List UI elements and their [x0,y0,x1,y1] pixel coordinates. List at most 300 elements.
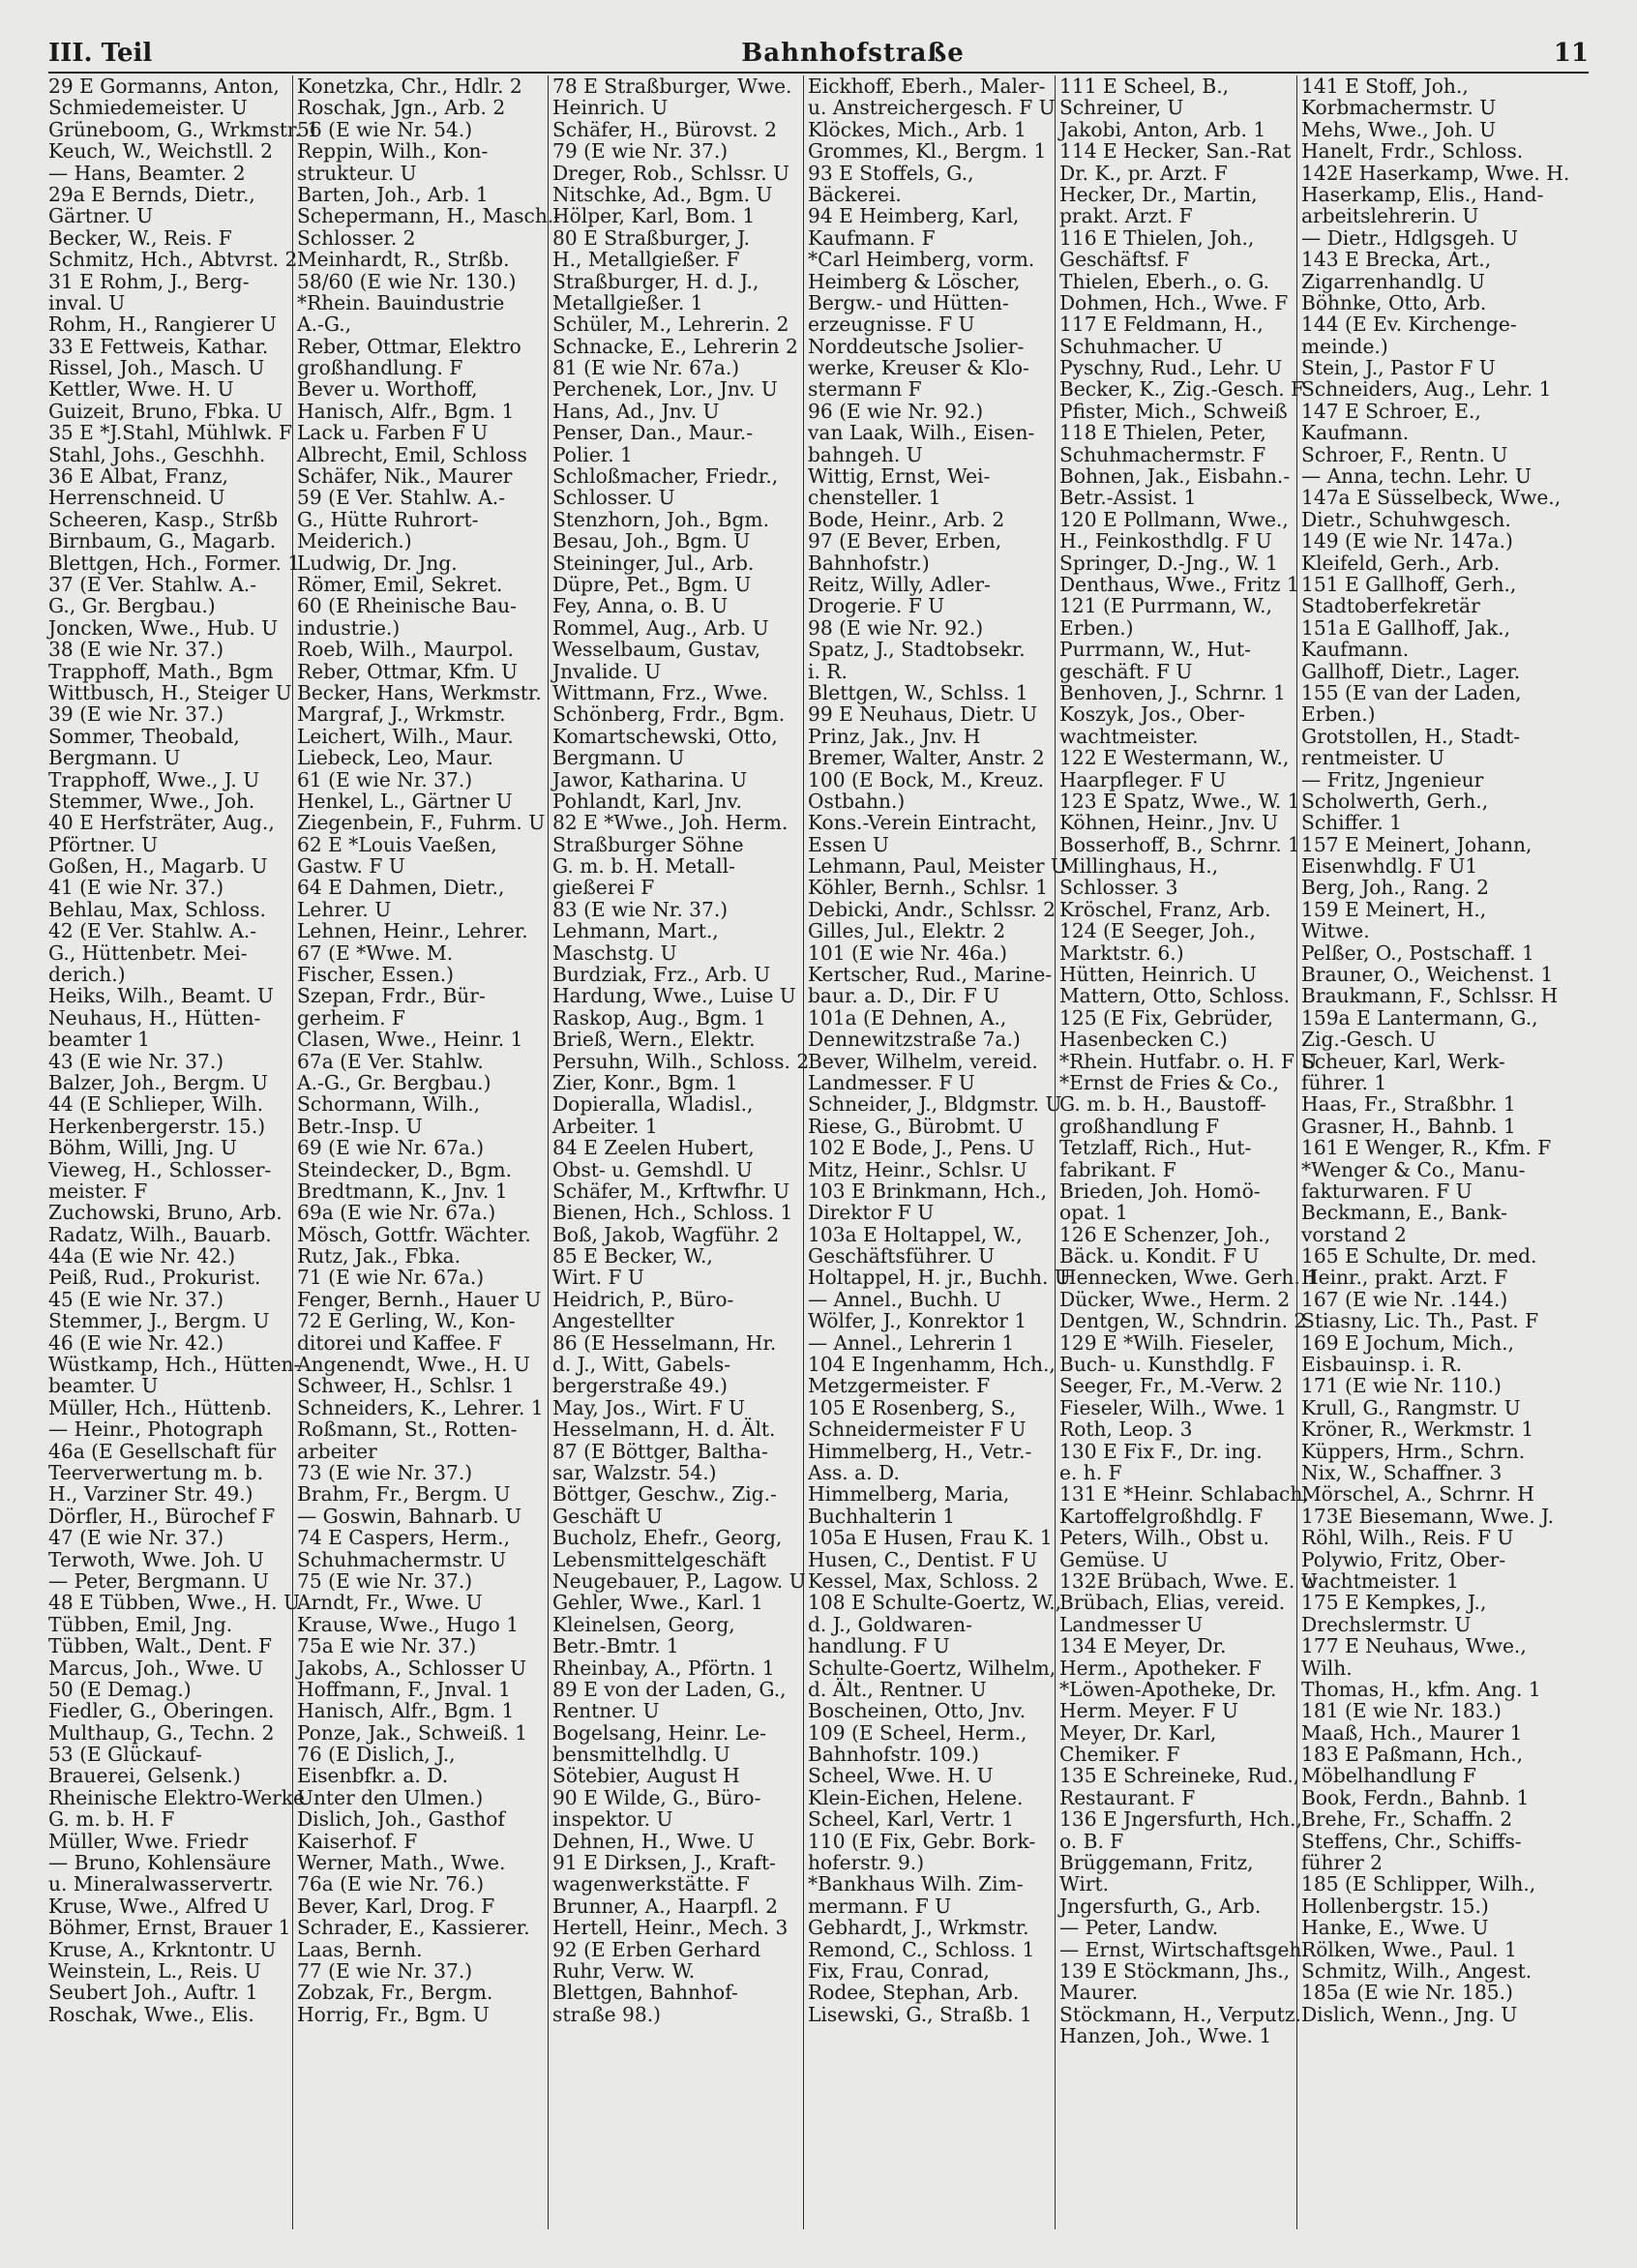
entry-line: 92 (E Erben Gerhard [552,1937,761,1961]
entry-line: G. m. b. H. Metall- [552,854,735,879]
entry-line: Zier, Konr., Bgm. 1 [552,1070,738,1094]
entry-line: geschäft. F U [1059,659,1193,683]
entry-line: Schneider, J., Bldgmstr. U [808,1092,1062,1117]
entry-line: 90 E Wilde, G., Büro- [552,1785,761,1809]
entry-line: Mattern, Otto, Schloss. [1059,984,1291,1008]
entry-line: 44 (E Schlieper, Wilh. [48,1092,263,1117]
entry-line: großhandlung. F [297,356,463,380]
entry-line: Restaurant. F [1059,1785,1196,1809]
entry-line: Grüneboom, G., Wrkmstr. 1 [48,117,320,141]
entry-line: Hütten, Heinrich. U [1059,963,1257,987]
entry-line: Bucholz, Ehefr., Georg, [552,1526,783,1550]
entry-line: Bienen, Hch., Schloss. 1 [552,1201,793,1225]
entry-line: Stiasny, Lic. Th., Past. F [1301,1309,1539,1333]
entry-line: Schäfer, Nik., Maurer [297,464,513,489]
entry-line: — Bruno, Kohlensäure [48,1851,272,1875]
entry-line: 159a E Lantermann, G., [1301,1005,1538,1030]
entry-line: Schäfer, H., Bürovst. 2 [552,117,777,141]
entry-line: Hennecken, Wwe. Gerh. 1 [1059,1266,1320,1290]
entry-line: Wilh. [1301,1656,1353,1680]
entry-line: Beckmann, E., Bank- [1301,1201,1507,1225]
entry-line: Schneiders, K., Lehrer. 1 [297,1395,544,1419]
entry-line: Gemüse. U [1059,1547,1169,1571]
entry-line: 62 E *Louis Vaeßen, [297,832,497,856]
entry-line: 87 (E Böttger, Baltha- [552,1439,768,1463]
entry-line: Scheeren, Kasp., Strßb [48,507,279,531]
entry-line: Tetzlaff, Rich., Hut- [1059,1136,1252,1160]
entry-line: rentmeister. U [1301,746,1444,770]
entry-line: Ludwig, Dr. Jng. [297,551,458,575]
entry-line: Metallgießer. 1 [552,290,703,314]
entry-line: Marktstr. 6.) [1059,940,1184,965]
entry-line: Wirt. F U [552,1266,644,1290]
entry-line: fakturwaren. F U [1301,1179,1473,1203]
entry-line: bahngeh. U [808,442,923,466]
entry-line: Peiß, Rud., Prokurist. [48,1266,261,1290]
entry-line: Zobzak, Fr., Bergm. [297,1981,493,2005]
entry-line: Betr.-Insp. U [297,1114,423,1138]
entry-line: Terwoth, Wwe. Joh. U [48,1547,264,1571]
entry-line: Unter den Ulmen.) [297,1785,484,1809]
entry-line: Maaß, Hch., Maurer 1 [1301,1720,1523,1745]
entry-line: Stöckmann, H., Verputz. [1059,2002,1301,2026]
entry-line: Jngersfurth, G., Arb. [1059,1894,1262,1918]
entry-line: Roschak, Jgn., Arb. 2 [297,96,506,120]
entry-line: Millinghaus, H., [1059,854,1219,879]
entry-line: Fieseler, Wilh., Wwe. 1 [1059,1395,1287,1419]
entry-line: 109 (E Scheel, Herm., [808,1720,1027,1745]
entry-line: Schuhmachermstr. F [1059,442,1266,466]
entry-line: — Anna, techn. Lehr. U [1301,464,1532,489]
entry-line: Rentner. U [552,1699,660,1723]
entry-line: Obst- u. Gemshdl. U [552,1157,753,1181]
entry-line: Riese, G., Bürobmt. U [808,1114,1025,1138]
entry-line: Dietr., Schuhwgesch. [1301,507,1511,531]
entry-line: hoferstr. 9.) [808,1851,925,1875]
entry-line: 177 E Neuhaus, Wwe., [1301,1634,1527,1658]
entry-line: Ass. a. D. [808,1461,900,1484]
entry-line: Wölfer, J., Konrektor 1 [808,1309,1027,1333]
entry-line: 110 (E Fix, Gebr. Bork- [808,1829,1036,1853]
entry-line: Birnbaum, G., Magarb. [48,529,277,553]
entry-line: Prinz, Jak., Jnv. H [808,724,981,748]
entry-line: 69 (E wie Nr. 67a.) [297,1136,485,1160]
entry-line: 143 E Brecka, Art., [1301,248,1492,272]
entry-line: 83 (E wie Nr. 37.) [552,897,729,921]
entry-line: Böhnke, Otto, Arb. [1301,290,1487,314]
entry-line: Köhler, Bernh., Schlsr. 1 [808,876,1049,900]
entry-line: Schäfer, M., Krftwfhr. U [552,1179,790,1203]
entry-line: Stadtoberfekretär [1301,594,1480,618]
entry-line: Hollenbergstr. 15.) [1301,1894,1489,1918]
entry-line: Heinrich. U [552,96,669,120]
entry-line: 149 (E wie Nr. 147a.) [1301,529,1513,553]
entry-line: Rutz, Jak., Fbka. [297,1244,461,1268]
entry-line: Schmiedemeister. U [48,96,248,120]
entry-line: derich.) [48,963,126,987]
entry-line: 69a (E wie Nr. 67a.) [297,1201,496,1225]
entry-line: 130 E Fix F., Dr. ing. [1059,1439,1263,1463]
entry-line: G. m. b. H. F [48,1807,175,1832]
entry-line: Gebhardt, J., Wrkmstr. [808,1916,1029,1940]
entry-line: Polier. 1 [552,442,633,466]
entry-line: Bohnen, Jak., Eisbahn.- [1059,464,1291,489]
entry-line: Behlau, Max, Schloss. [48,897,266,921]
entry-line: Brieden, Joh. Homö- [1059,1179,1261,1203]
entry-line: Lack u. Farben F U [297,421,489,445]
entry-line: Eisenbfkr. a. D. [297,1764,449,1788]
entry-line: G., Hütte Ruhrort- [297,507,479,531]
entry-line: Schnacke, E., Lehrerin 2 [552,334,798,358]
entry-line: Stemmer, Wwe., Joh. [48,789,255,813]
entry-line: chensteller. 1 [808,486,941,510]
entry-line: Weinstein, L., Reis. U [48,1958,261,1983]
entry-line: Benhoven, J., Schrnr. 1 [1059,680,1286,704]
page-header [48,39,1589,68]
entry-line: Kruse, A., Krkntontr. U [48,1937,277,1961]
entry-line: Schroer, F., Rentn. U [1301,442,1508,466]
entry-line: — Heinr., Photograph [48,1418,263,1442]
entry-line: 101 (E wie Nr. 46a.) [808,940,1008,965]
entry-line: Arbeiter. 1 [552,1114,658,1138]
entry-line: o. B. F [1059,1829,1124,1853]
entry-line: d. Ält., Rentner. U [808,1677,987,1701]
entry-line: Zuchowski, Bruno, Arb. [48,1201,283,1225]
entry-line: e. h. F [1059,1461,1122,1484]
entry-line: 79 (E wie Nr. 37.) [552,139,729,164]
entry-line: Blettgen, Bahnhof- [552,1981,738,2005]
entry-line: Barten, Joh., Arb. 1 [297,182,489,206]
entry-line: Hertell, Heinr., Mech. 3 [552,1916,789,1940]
entry-line: Geschäftsf. F [1059,248,1190,272]
entry-line: Müller, Hch., Hüttenb. [48,1395,273,1419]
entry-line: Hanisch, Alfr., Bgm. 1 [297,399,515,423]
entry-line: Brehe, Fr., Schaffn. 2 [1301,1807,1513,1832]
entry-line: 48 E Tübben, Wwe., H. U [48,1591,301,1615]
entry-line: Schrader, E., Kassierer. [297,1916,530,1940]
entry-line: 44a (E wie Nr. 42.) [48,1244,236,1268]
entry-line: Dr. K., pr. Arzt. F [1059,161,1228,185]
entry-line: Zigarrenhandlg. U [1301,269,1485,293]
entry-line: Schneiders, Aug., Lehr. 1 [1301,377,1552,402]
entry-line: 125 (E Fix, Gebrüder, [1059,1005,1274,1030]
entry-line: Himmelberg, H., Vetr.- [808,1439,1032,1463]
entry-line: Burdziak, Frz., Arb. U [552,963,771,987]
entry-line: 36 E Albat, Franz, [48,464,228,489]
entry-line: Gärtner. U [48,204,154,228]
entry-line: 122 E Westermann, W., [1059,746,1290,770]
entry-line: 167 (E wie Nr. .144.) [1301,1287,1508,1311]
entry-line: Pfister, Mich., Schweiß [1059,399,1288,423]
entry-line: H., Metallgießer. F [552,248,740,272]
entry-line: Haarpfleger. F U [1059,767,1227,791]
entry-line: — Peter, Landw. [1059,1916,1219,1940]
entry-line: 117 E Feldmann, H., [1059,313,1264,337]
entry-line: Schweer, H., Schlsr. 1 [297,1374,515,1398]
entry-line: 72 E Gerling, W., Kon- [297,1309,516,1333]
entry-line: Neugebauer, P., Lagow. U [552,1568,806,1593]
entry-line: Straßburger, H. d. J., [552,269,759,293]
entry-line: Albrecht, Emil, Schloss [297,442,527,466]
entry-line: 77 (E wie Nr. 37.) [297,1958,473,1983]
entry-line: 84 E Zeelen Hubert, [552,1136,755,1160]
entry-line: Goßen, H., Magarb. U [48,854,268,879]
entry-line: 144 (E Ev. Kirchenge- [1301,313,1517,337]
entry-line: Buchhalterin 1 [808,1504,956,1528]
entry-line: Metzgermeister. F [808,1374,991,1398]
entry-line: 61 (E wie Nr. 37.) [297,767,473,791]
street-title: Bahnhofstraße [741,39,965,68]
entry-line: wachtmeister. 1 [1301,1568,1459,1593]
entry-line: Heiks, Wilh., Beamt. U [48,984,274,1008]
entry-line: Steininger, Jul., Arb. [552,551,755,575]
entry-line: u. Anstreichergesch. F U [808,96,1056,120]
entry-line: Wittbusch, H., Steiger U [48,680,292,704]
entry-line: 60 (E Rheinische Bau- [297,594,517,618]
entry-line: G. m. b. H., Baustoff- [1059,1092,1266,1117]
entry-line: Hoffmann, F., Jnval. 1 [297,1677,511,1701]
entry-line: Straßburger Söhne [552,832,744,856]
entry-line: gerheim. F [297,1005,405,1030]
entry-line: Jakobi, Anton, Arb. 1 [1059,117,1266,141]
entry-line: 43 (E wie Nr. 37.) [48,1049,224,1073]
entry-line: baur. a. D., Dir. F U [808,984,1000,1008]
entry-line: — Annel., Lehrerin 1 [808,1330,1015,1355]
entry-line: Arndt, Fr., Wwe. U [297,1591,483,1615]
entry-line: Lisewski, G., Straßb. 1 [808,2002,1032,2026]
entry-line: Becker, Hans, Werkmstr. [297,680,542,704]
entry-line: Reitz, Willy, Adler- [808,572,991,596]
entry-line: 123 E Spatz, Wwe., W. 1 [1059,789,1300,813]
entry-line: Schmitz, Wilh., Angest. [1301,1958,1533,1983]
entry-line: Landmesser U [1059,1612,1204,1636]
entry-line: führer. 1 [1301,1070,1387,1094]
entry-line: 141 E Stoff, Joh., [1301,75,1469,98]
entry-line: Brahm, Fr., Bergm. U [297,1482,511,1507]
entry-line: *Rhein. Bauindustrie [297,290,505,314]
entry-line: 165 E Schulte, Dr. med. [1301,1244,1537,1268]
entry-line: A.-G., Gr. Bergbau.) [297,1070,491,1094]
entry-line: Haserkamp, Elis., Hand- [1301,182,1544,206]
entry-line: Landmesser. F U [808,1070,975,1094]
entry-line: Bahnhofstr. 109.) [808,1743,980,1767]
entry-line: Ponze, Jak., Schweiß. 1 [297,1720,527,1745]
entry-line: Kertscher, Rud., Marine- [808,963,1053,987]
entry-line: 171 (E wie Nr. 110.) [1301,1374,1502,1398]
entry-line: Grasner, H., Bahnb. 1 [1301,1114,1516,1138]
entry-line: Komartschewski, Otto, [552,724,778,748]
entry-line: 155 (E van der Laden, [1301,680,1522,704]
entry-line: 71 (E wie Nr. 67a.) [297,1266,485,1290]
entry-line: Stenzhorn, Joh., Bgm. [552,507,769,531]
entry-line: 139 E Stöckmann, Jhs., [1059,1958,1291,1983]
entry-line: 169 E Jochum, Mich., [1301,1330,1514,1355]
entry-line: 56 (E wie Nr. 54.) [297,117,473,141]
entry-line: H., Feinkosthdlg. F U [1059,529,1272,553]
entry-line: Denthaus, Wwe., Fritz 1 [1059,572,1299,596]
entry-line: 39 (E wie Nr. 37.) [48,702,224,727]
entry-line: Nix, W., Schaffner. 3 [1301,1461,1503,1484]
entry-line: Peters, Wilh., Obst u. [1059,1526,1269,1550]
entry-line: Lehrer. U [297,897,392,921]
entry-line: 147a E Süsselbeck, Wwe., [1301,486,1562,510]
entry-line: Hardung, Wwe., Luise U [552,984,796,1008]
entry-line: 104 E Ingenhamm, Hch., [808,1353,1056,1377]
directory-column [48,75,320,2229]
entry-line: bensmittelhdlg. U [552,1743,730,1767]
entry-line: 101a (E Dehnen, A., [808,1005,1007,1030]
entry-line: 58/60 (E wie Nr. 130.) [297,269,517,293]
entry-line: 78 E Straßburger, Wwe. [552,75,792,98]
entry-line: Thielen, Eberh., o. G. [1059,269,1270,293]
entry-line: großhandlung F [1059,1114,1219,1138]
entry-line: Schlosser. 2 [297,225,416,250]
entry-line: Roth, Leop. 3 [1059,1418,1193,1442]
entry-line: Fey, Anna, o. B. U [552,594,729,618]
entry-line: Stemmer, J., Bergm. U [48,1309,270,1333]
directory-column [803,75,1071,2229]
entry-line: 31 E Rohm, J., Berg- [48,269,250,293]
entry-line: Klein-Eichen, Helene. [808,1785,1024,1809]
entry-line: 64 E Dahmen, Dietr., [297,876,505,900]
entry-line: industrie.) [297,615,401,640]
entry-line: Sommer, Theobald, [48,724,240,748]
entry-line: Holtappel, H. jr., Buchh. U [808,1266,1071,1290]
entry-line: Geschäftsführer. U [808,1244,996,1268]
directory-column [292,75,561,2229]
entry-line: Müller, Wwe. Friedr [48,1829,249,1853]
entry-line: Betr.-Bmtr. 1 [552,1634,679,1658]
entry-line: Brübach, Elias, vereid. [1059,1591,1286,1615]
entry-line: Trapphoff, Wwe., J. U [48,767,260,791]
entry-line: 105 E Rosenberg, S., [808,1395,1016,1419]
entry-line: 93 E Stoffels, G., [808,161,974,185]
entry-line: Kleinelsen, Georg, [552,1612,735,1636]
entry-line: Dislich, Wenn., Jng. U [1301,2002,1518,2026]
header-rule [48,72,1589,74]
entry-line: — Goswin, Bahnarb. U [297,1504,522,1528]
entry-line: Meiderich.) [297,529,412,553]
entry-line: 135 E Schreineke, Rud., [1059,1764,1300,1788]
entry-line: bergerstraße 49.) [552,1374,729,1398]
entry-line: Horrig, Fr., Bgm. U [297,2002,490,2026]
entry-line: 29 E Gormanns, Anton, [48,75,280,98]
entry-line: 33 E Fettweis, Kathar. [48,334,269,358]
entry-line: handlung. F U [808,1634,950,1658]
entry-line: Norddeutsche Jsolier- [808,334,1025,358]
entry-line: 105a E Husen, Frau K. 1 [808,1526,1053,1550]
entry-line: wachtmeister. [1059,724,1199,748]
entry-line: Nitschke, Ad., Bgm. U [552,182,773,206]
entry-line: Hasenbecken C.) [1059,1028,1228,1052]
entry-line: sar, Walzstr. 54.) [552,1461,717,1484]
entry-line: Krull, G., Rangmstr. U [1301,1395,1521,1419]
entry-line: H., Varziner Str. 49.) [48,1482,253,1507]
entry-line: 29a E Bernds, Dietr., [48,182,255,206]
entry-line: Hecker, Dr., Martin, [1059,182,1258,206]
entry-line: 59 (E Ver. Stahlw. A.- [297,486,506,510]
entry-line: 46a (E Gesellschaft für [48,1439,277,1463]
entry-line: Mörschel, A., Schrnr. H [1301,1482,1534,1507]
entry-line: 151a E Gallhoff, Jak., [1301,615,1511,640]
entry-line: 85 E Becker, W., [552,1244,713,1268]
entry-line: Bogelsang, Heinr. Le- [552,1720,766,1745]
entry-line: 114 E Hecker, San.-Rat [1059,139,1292,164]
entry-line: Wittig, Ernst, Wei- [808,464,991,489]
entry-line: Dörfler, H., Bürochef F [48,1504,276,1528]
entry-line: Eisbauinsp. i. R. [1301,1353,1462,1377]
entry-line: Persuhn, Wilh., Schloss. 2 [552,1049,810,1073]
entry-line: 108 E Schulte-Goertz, W., [808,1591,1062,1615]
entry-line: Rölken, Wwe., Paul. 1 [1301,1937,1517,1961]
entry-line: Kleifeld, Gerh., Arb. [1301,551,1501,575]
entry-line: Grotstollen, H., Stadt- [1301,724,1521,748]
entry-line: Clasen, Wwe., Heinr. 1 [297,1028,523,1052]
entry-line: Herm., Apotheker. F [1059,1656,1262,1680]
entry-line: Gilles, Jul., Elektr. 2 [808,919,1006,943]
entry-line: meinde.) [1301,334,1388,358]
entry-line: Schloßmacher, Friedr., [552,464,779,489]
entry-line: Blettgen, W., Schlss. 1 [808,680,1028,704]
entry-line: Fiedler, G., Oberingen. [48,1699,275,1723]
entry-line: Schormann, Wilh., [297,1092,481,1117]
entry-line: Multhaup, G., Techn. 2 [48,1720,275,1745]
entry-line: 185a (E wie Nr. 185.) [1301,1981,1513,2005]
entry-line: Rheinische Elektro-Werke [48,1785,305,1809]
entry-line: Scholwerth, Gerh., [1301,789,1489,813]
entry-line: Keuch, W., Weichstll. 2 [48,139,273,164]
entry-line: Bode, Heinr., Arb. 2 [808,507,1005,531]
entry-line: 120 E Pollmann, Wwe., [1059,507,1289,531]
entry-line: — Peter, Bergmann. U [48,1568,269,1593]
entry-line: Schiffer. 1 [1301,811,1402,835]
entry-line: Dopieralla, Wladisl., [552,1092,754,1117]
entry-line: Liebeck, Leo, Maur. [297,746,493,770]
entry-line: Rheinbay, A., Pförtn. 1 [552,1656,775,1680]
entry-line: Debicki, Andr., Schlssr. 2 [808,897,1056,921]
entry-line: Hanelt, Frdr., Schloss. [1301,139,1524,164]
entry-line: Kaufmann. F [808,225,936,250]
entry-line: Heinr., prakt. Arzt. F [1301,1266,1508,1290]
entry-line: Berg, Joh., Rang. 2 [1301,876,1489,900]
entry-line: Bergmann. U [552,746,685,770]
entry-line: Henkel, L., Gärtner U [297,789,513,813]
entry-line: Gastw. F U [297,854,405,879]
entry-line: 42 (E Ver. Stahlw. A.- [48,919,257,943]
entry-line: fabrikant. F [1059,1157,1176,1181]
entry-line: Kons.-Verein Eintracht, [808,811,1037,835]
entry-line: Eisenwhdlg. F U1 [1301,854,1478,879]
entry-line: Roeb, Wilh., Maurpol. [297,638,514,662]
entry-line: Zig.-Gesch. U [1301,1028,1437,1052]
entry-line: 151 E Gallhoff, Gerh., [1301,572,1517,596]
entry-line: Schepermann, H., Masch.- [297,204,561,228]
entry-line: Husen, C., Dentist. F U [808,1547,1038,1571]
entry-line: Böhm, Willi, Jng. U [48,1136,237,1160]
entry-line: Kartoffelgroßhdlg. F [1059,1504,1264,1528]
entry-line: vorstand 2 [1301,1222,1407,1246]
entry-line: Haas, Fr., Straßbhr. 1 [1301,1092,1516,1117]
entry-line: Krause, Wwe., Hugo 1 [297,1612,520,1636]
entry-line: Bäckerei. [808,182,902,206]
entry-line: Dislich, Joh., Gasthof [297,1807,505,1832]
entry-line: Mitz, Heinr., Schlsr. U [808,1157,1027,1181]
entry-line: Herkenbergerstr. 15.) [48,1114,266,1138]
entry-line: Fix, Frau, Conrad, [808,1958,990,1983]
entry-line: Boß, Jakob, Wagführ. 2 [552,1222,780,1246]
entry-line: Penser, Dan., Maur.- [552,421,754,445]
entry-line: Tübben, Emil, Jng. [48,1612,233,1636]
